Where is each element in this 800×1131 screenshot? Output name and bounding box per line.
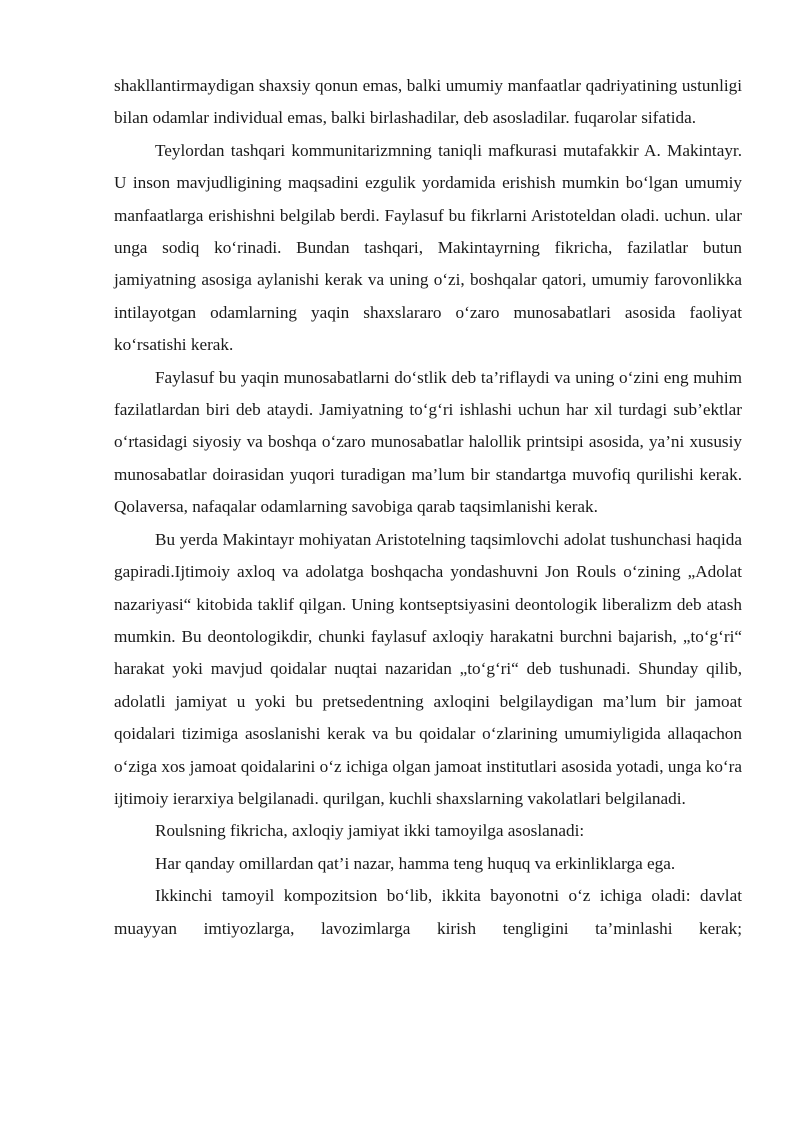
paragraph-7: Ikkinchi tamoyil kompozitsion bo‘lib, ikkita bayonotni o‘z ichiga oladi: davlat muayyan imtiyozlarga, lavozimlarga kirish tengligini ta’minlashi kerak; (114, 886, 742, 938)
paragraph-6: Har qanday omillardan qat’i nazar, hamma teng huquq va erkinliklarga ega. (155, 853, 676, 873)
paragraph-3: Faylasuf bu yaqin munosabatlarni do‘stlik deb ta’riflaydi va uning o‘zini eng muhim fazilatlardan biri deb ataydi. Jamiyatning to‘g‘ri ishlashi uchun har xil turdagi sub’ektlar o‘rtasidagi siyosiy va boshqa o‘zaro munosabatlar halollik printsipi asosida, ya’ni xususiy munosabatlar doirasidan yuqori turadigan ma’lum bir standartga muvofiq qurilishi kerak. Qolaversa, nafaqalar odamlarning savobiga qarab taqsimlanishi kerak. (114, 367, 742, 517)
paragraph-4: Bu yerda Makintayr mohiyatan Aristotelning taqsimlovchi adolat tushunchasi haqida gapiradi.Ijtimoiy axloq va adolatga boshqacha yondashuvni Jon Rouls o‘zining „Adolat nazariyasi“ kitobida taklif qilgan. Uning kontseptsiyasini deontologik liberalizm deb atash mumkin. Bu deontologikdir, chunki faylasuf axloqiy harakatni burchni bajarish, „to‘g‘ri“ harakat yoki mavjud qoidalar nuqtai nazaridan „to‘g‘ri“ deb tushunadi. Shunday qilib, adolatli jamiyat u yoki bu pretsedentning axloqini belgilaydigan ma’lum bir jamoat qoidalari tizimiga asoslanishi kerak va bu qoidalar o‘zlarining umumiyligida allaqachon o‘ziga xos jamoat qoidalarini o‘z ichiga olgan jamoat institutlari asosida yotadi, unga ko‘ra ijtimoiy ierarxiya belgilanadi. qurilgan, kuchli shaxslarning vakolatlari belgilanadi. (114, 529, 742, 808)
paragraph-1: shakllantirmaydigan shaxsiy qonun emas, balki umumiy manfaatlar qadriyatining ustunligi bilan odamlar individual emas, balki birlashadilar, deb asosladilar. fuqarolar sifatida. (114, 76, 742, 128)
document-page (114, 70, 742, 945)
paragraph-5: Roulsning fikricha, axloqiy jamiyat ikki tamoyilga asoslanadi: (155, 821, 585, 841)
paragraph-2: Teylordan tashqari kommunitarizmning taniqli mafkurasi mutafakkir A. Makintayr. U inson mavjudligining maqsadini ezgulik yordamida erishish mumkin bo‘lgan umumiy manfaatlarga erishishni belgilab berdi. Faylasuf bu fikrlarni Aristoteldan oladi. uchun. ular unga sodiq ko‘rinadi. Bundan tashqari, Makintayrning fikricha, fazilatlar butun jamiyatning asosiga aylanishi kerak va uning o‘zi, boshqalar qatori, umumiy farovonlikka intilayotgan odamlarning yaqin shaxslararo o‘zaro munosabatlari asosida faoliyat ko‘rsatishi kerak. (114, 140, 742, 355)
